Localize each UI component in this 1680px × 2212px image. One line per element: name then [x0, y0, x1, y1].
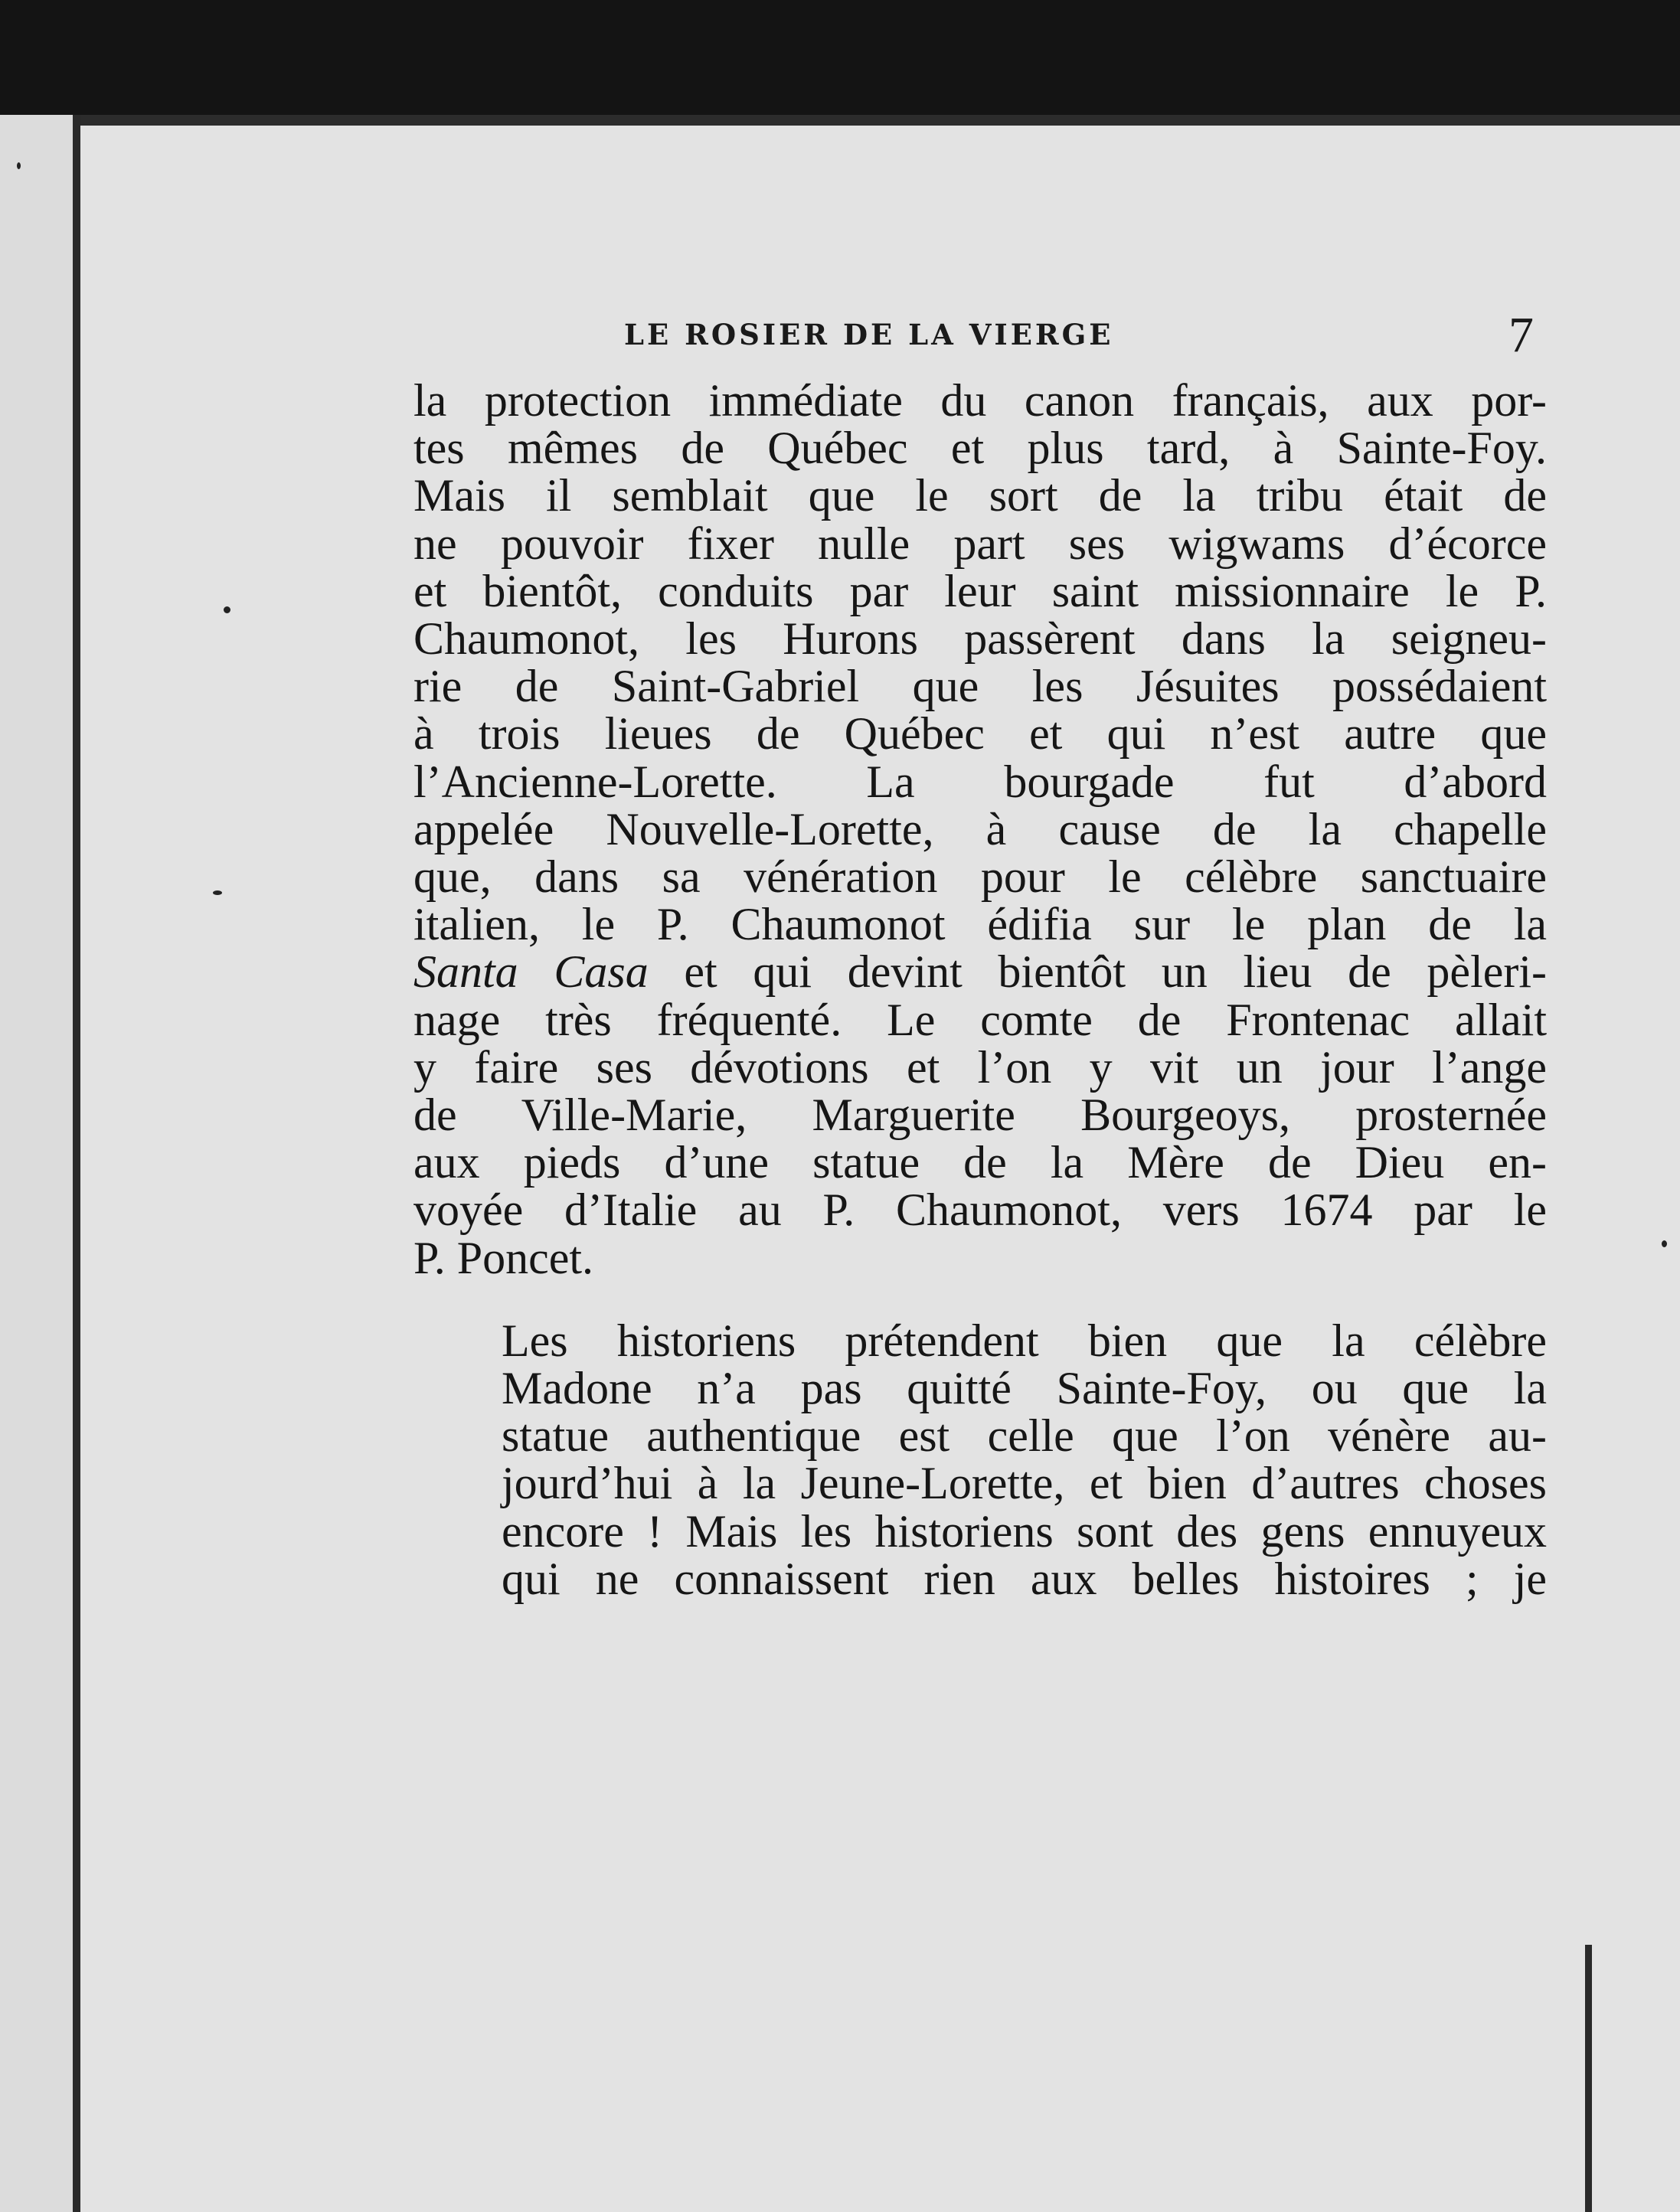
- text-line: appelée Nouvelle-Lorette, à cause de la chapelle: [413, 803, 1547, 854]
- text-line: P. Poncet.: [413, 1232, 594, 1283]
- text-line: y faire ses dévotions et l’on y vit un jour l’ange: [413, 1041, 1547, 1093]
- page-edge-line: [1585, 1945, 1592, 2212]
- page-gutter-line: [73, 115, 80, 2212]
- text-line: Madone n’a pas quitté Sainte-Foy, ou que la: [502, 1363, 1547, 1414]
- text-line-rest: et qui devint bientôt un lieu de pèleri-: [648, 946, 1547, 998]
- italic-title: Santa Casa: [413, 946, 649, 998]
- text-line: voyée d’Italie au P. Chaumonot, vers 1674 par le: [413, 1184, 1547, 1236]
- text-line: à trois lieues de Québec et qui n’est autre que: [413, 708, 1547, 760]
- text-line: Les historiens prétendent bien que la célèbre: [502, 1315, 1547, 1366]
- text-line: statue authentique est celle que l’on vénère au-: [502, 1410, 1547, 1462]
- text-line: nage très fréquenté. Le comte de Frontenac allait: [413, 994, 1547, 1045]
- text-line: l’Ancienne-Lorette. La bourgade fut d’abord: [413, 756, 1547, 807]
- running-head: LE ROSIER DE LA VIERGE: [624, 318, 1114, 351]
- text-line: encore ! Mais les historiens sont des gens ennuyeux: [502, 1505, 1547, 1557]
- page-number: 7: [1508, 307, 1534, 363]
- text-line: Chaumonot, les Hurons passèrent dans la seigneu-: [413, 613, 1547, 665]
- text-line: tes mêmes de Québec et plus tard, à Sainte-Foy.: [413, 423, 1547, 474]
- text-line: rie de Saint-Gabriel que les Jésuites possédaient: [413, 661, 1547, 712]
- text-line: ne pouvoir fixer nulle part ses wigwams d’écorce: [413, 518, 1547, 569]
- text-line: de Ville-Marie, Marguerite Bourgeoys, prosternée: [413, 1090, 1547, 1141]
- text-line: qui ne connaissent rien aux belles histoires ; je: [502, 1553, 1547, 1604]
- body-text: [413, 377, 1547, 1603]
- text-line: la protection immédiate du canon français, aux por-: [413, 375, 1547, 426]
- text-line: et bientôt, conduits par leur saint missionnaire le P.: [413, 565, 1547, 616]
- scan-speck: [17, 162, 21, 169]
- scan-top-border: [0, 0, 1680, 115]
- text-line: italien, le P. Chaumonot édifia sur le plan de la: [413, 899, 1547, 950]
- text-line: [413, 946, 1547, 998]
- text-line: aux pieds d’une statue de la Mère de Dieu en-: [413, 1137, 1547, 1188]
- text-line: jourd’hui à la Jeune-Lorette, et bien d’autres choses: [502, 1458, 1547, 1509]
- scan-speck: [213, 890, 222, 895]
- scan-speck: [1662, 1240, 1667, 1247]
- facing-page-edge: [0, 115, 73, 2212]
- paragraph-2: [413, 1317, 1547, 1603]
- text-line: Mais il semblait que le sort de la tribu était de: [413, 470, 1547, 521]
- page-top-shadow: [80, 115, 1680, 126]
- scan-speck: [224, 606, 230, 613]
- paragraph-1: [413, 377, 1547, 1282]
- text-line: que, dans sa vénération pour le célèbre sanctuaire: [413, 851, 1547, 903]
